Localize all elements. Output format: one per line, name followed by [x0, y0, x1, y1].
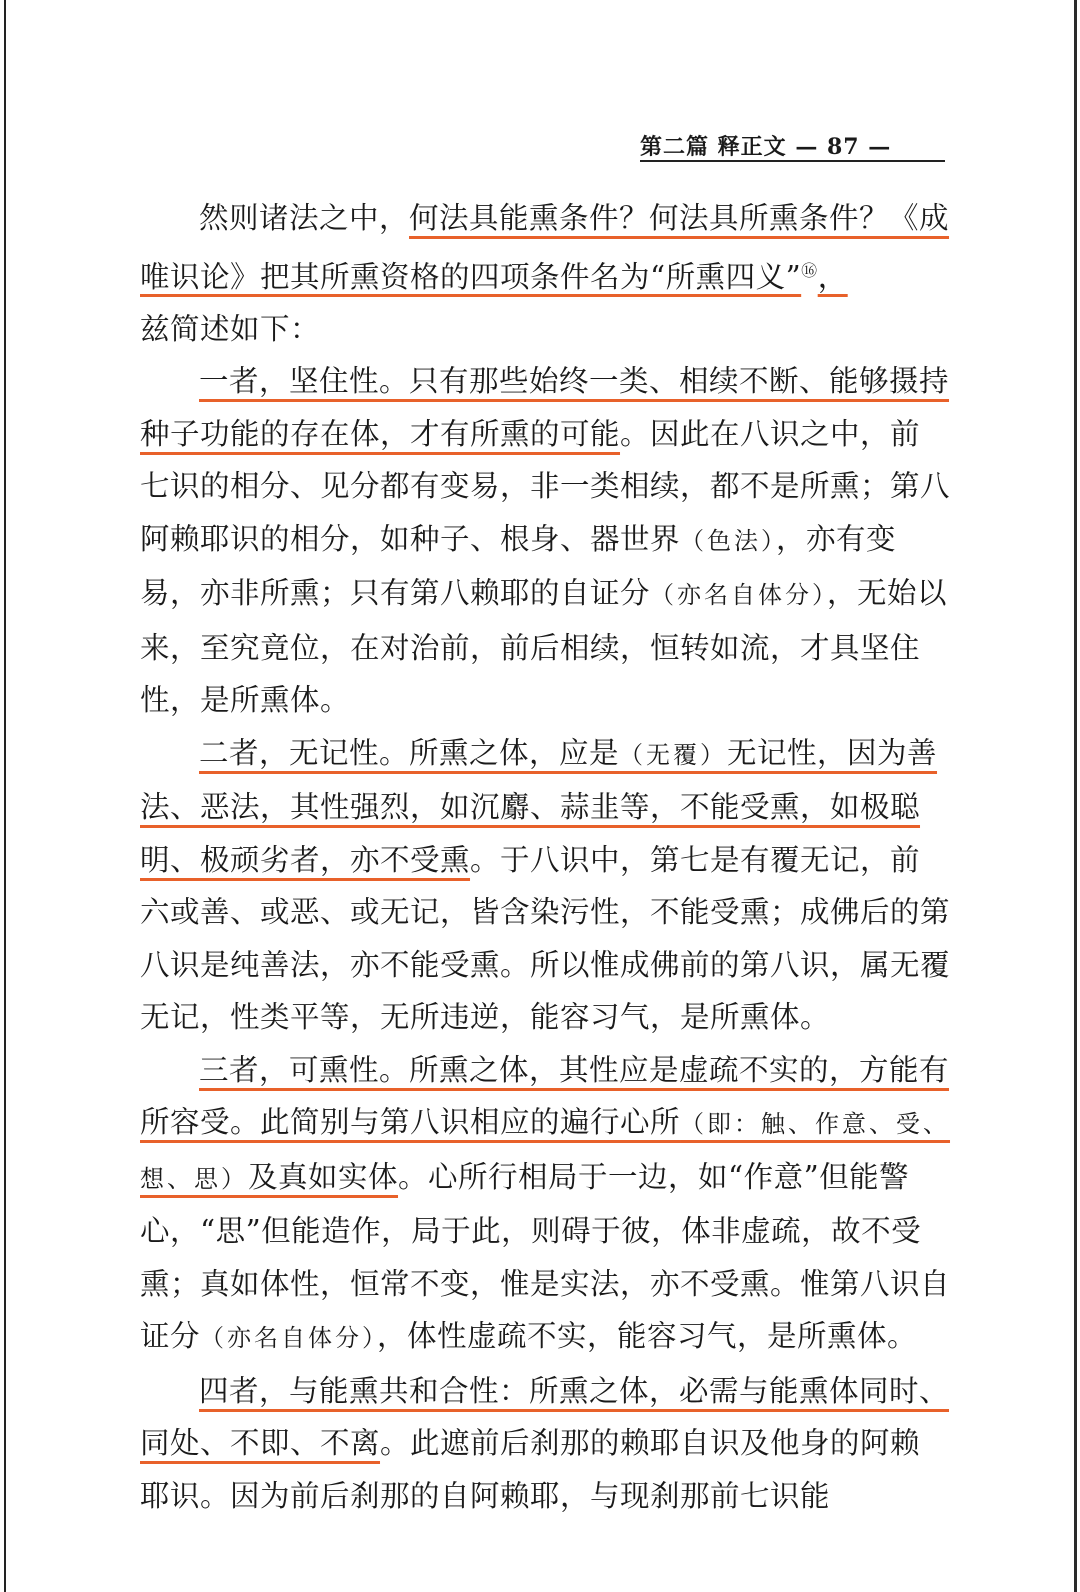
text-span: ，亦有变易，亦非所熏；只有第八赖耶的自证分 — [140, 521, 897, 611]
highlight-span: 及真如实体 — [248, 1159, 399, 1194]
text-span: 然则诸法之中， — [199, 201, 410, 235]
text-span: 。心所行相局于一边，如“作意”但能警心，“思”但能造作，局于此，则碍于彼，体非虚疏，故不受熏；真如体性，恒常不变，惟是实法，亦不受熏。惟第八识自证分 — [140, 1159, 951, 1354]
paragraph-intro-cont — [140, 303, 950, 356]
footnote-marker: ⑯ — [801, 260, 818, 280]
paragraph-condition-1 — [140, 355, 950, 727]
highlight-span: 何法具能熏条件？何法具所熏条件？《成唯识论》把其所熏资格的四项条件名为“所熏四义” — [140, 201, 950, 294]
highlight-span: 二者，无记性。所熏之体，应是 — [199, 735, 620, 770]
highlight-span: 无记性，因为善法、恶法，其性强烈，如沉麝、蒜韭等，不能受熏，如极聪明、极顽劣者，亦不受熏 — [140, 735, 938, 877]
text-span: ，无始以来，至究竟位，在对治前，前后相续，恒转如流，才具坚住性，是所熏体。 — [140, 576, 948, 718]
text-span: 兹简述如下： — [140, 311, 321, 346]
header-rule — [640, 160, 945, 162]
paragraph-condition-3 — [140, 1044, 950, 1365]
inline-note: （亦名自体分） — [650, 581, 828, 610]
highlight-span: 三者，可熏性。所熏之体，其性应是虚疏不实的，方能有所容受。此简别与第八识相应的遍行心所 — [140, 1052, 950, 1140]
highlight-span: ， — [817, 259, 848, 294]
text-span: ，体性虚疏不实，能容习气，是所熏体。 — [377, 1319, 918, 1354]
text-span: 。此遮前后刹那的赖耶自识及他身的阿赖耶识。因为前后刹那的自阿赖耶，与现刹那前七识能 — [140, 1426, 921, 1513]
page-frame-left — [4, 0, 6, 1592]
paragraph-condition-2 — [140, 727, 950, 1044]
inline-note: （亦名自体分） — [200, 1324, 378, 1353]
inline-note: （色法） — [680, 526, 777, 555]
highlight-span: 四者，与能熏共和合性：所熏之体，必需与能熏体同时、同处、不即、不离 — [140, 1373, 950, 1461]
inline-note: （即：触、作意、受、想、思） — [140, 1110, 951, 1193]
highlight-span: 一者，坚住性。只有那些始终一类、相续不断、能够摄持种子功能的存在体，才有所熏的可能 — [140, 364, 950, 451]
paragraph-condition-4 — [140, 1365, 950, 1523]
paragraph-intro — [140, 192, 950, 303]
text-span: 。于八识中，第七是有覆无记，前六或善、或恶、或无记，皆含染污性，不能受熏；成佛后的第八识是纯善法，亦不能受熏。所以惟成佛前的第八识，属无覆无记，性类平等，无所违逆，能容习气，是所熏体。 — [140, 842, 951, 1035]
text-span: 。因此在八识之中，前七识的相分、见分都有变易，非一类相续，都不是所熏；第八阿赖耶识的相分，如种子、根身、器世界 — [140, 416, 951, 556]
page-body — [140, 192, 950, 1522]
inline-note: （无覆） — [619, 740, 728, 769]
running-header: 第二篇 释正文 — 87 — — [640, 134, 892, 160]
page-frame-right — [1074, 0, 1077, 1592]
